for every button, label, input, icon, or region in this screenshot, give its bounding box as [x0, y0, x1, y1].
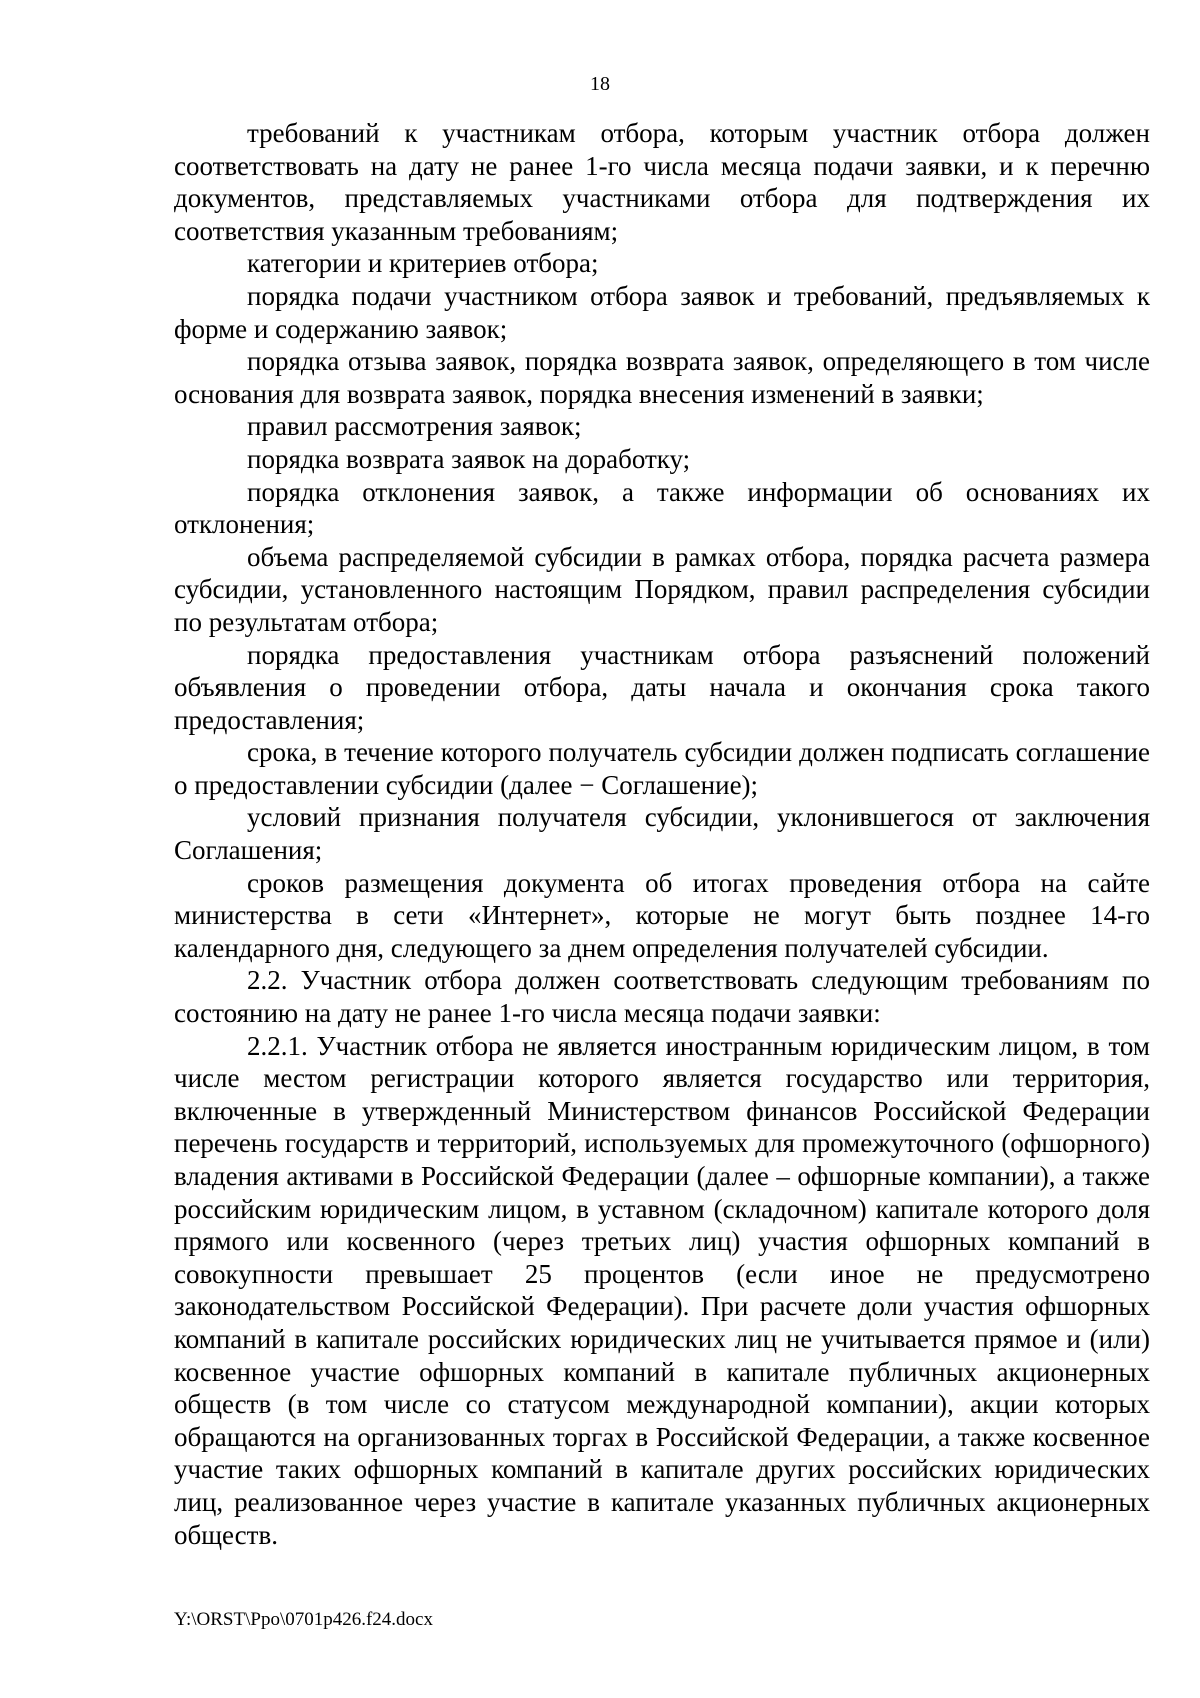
paragraph-section-2-2: 2.2. Участник отбора должен соответствовать следующим требованиям по состоянию на дату не ранее 1-го числа месяца подачи заявки: — [174, 965, 1150, 1029]
paragraph-section-2-2-1: 2.2.1. Участник отбора не является иностранным юридическим лицом, в том числе местом регистрации которого является государство или территория, включенные в утвержденный Министерством финансов Российской Федерации перечень государств и территорий, используемых для промежуточного (офшорного) владения активами в Российской Федерации (далее – офшорные компании), а также российским юридическим лицом, в уставном (складочном) капитале которого доля прямого или косвенного (через третьих лиц) участия офшорных компаний в совокупности превышает 25 процентов (если иное не предусмотрено законодательством Российской Федерации). При расчете доли участия офшорных компаний в капитале российских юридических лиц не учитывается прямое и (или) косвенное участие офшорных компаний в капитале публичных акционерных обществ (в том числе со статусом международной компании), акции которых обращаются на организованных торгах в Российской Федерации, а также косвенное участие таких офшорных компаний в капитале других российских юридических лиц, реализованное через участие в капитале указанных публичных акционерных обществ. — [174, 1030, 1150, 1550]
document-body — [174, 117, 1150, 1551]
footer-file-path: Y:\ORST\Ppo\0701p426.f24.docx — [174, 1609, 433, 1630]
paragraph-requirements-list: требований к участникам отбора, которым участник отбора должен соответствовать на дату не ранее 1-го числа месяца подачи заявки, и к перечню документов, представляемых участниками отбора для подтверждения их соответствия указанным требованиям; — [174, 118, 1150, 246]
paragraph-clarifications: порядка предоставления участникам отбора разъяснений положений объявления о проведении отбора, даты начала и окончания срока такого предоставления; — [174, 639, 1150, 735]
paragraph-categories: категории и критериев отбора; — [247, 248, 599, 279]
paragraph-rejection-order: порядка отклонения заявок, а также информации об основаниях их отклонения; — [174, 476, 1150, 540]
paragraph-withdrawal-order: порядка отзыва заявок, порядка возврата заявок, определяющего в том числе основания для возврата заявок, порядка внесения изменений в заявки; — [174, 346, 1150, 409]
paragraph-submission-order: порядка подачи участником отбора заявок и требований, предъявляемых к форме и содержанию заявок; — [174, 280, 1150, 344]
paragraph-signing-term: срока, в течение которого получатель субсидии должен подписать соглашение о предоставлении субсидии (далее − Соглашение); — [174, 737, 1150, 800]
paragraph-review-rules: правил рассмотрения заявок; — [247, 411, 582, 442]
paragraph-evasion-conditions: условий признания получателя субсидии, уклонившегося от заключения Соглашения; — [174, 802, 1150, 866]
page-number: 18 — [590, 73, 610, 95]
paragraph-results-publication: сроков размещения документа об итогах проведения отбора на сайте министерства в сети «Интернет», которые не могут быть позднее 14-го календарного дня, следующего за днем определения получателей субсидии. — [174, 867, 1150, 963]
paragraph-return-for-revision: порядка возврата заявок на доработку; — [247, 443, 691, 474]
paragraph-subsidy-volume: объема распределяемой субсидии в рамках отбора, порядка расчета размера субсидии, установленного настоящим Порядком, правил распределения субсидии по результатам отбора; — [174, 541, 1150, 637]
